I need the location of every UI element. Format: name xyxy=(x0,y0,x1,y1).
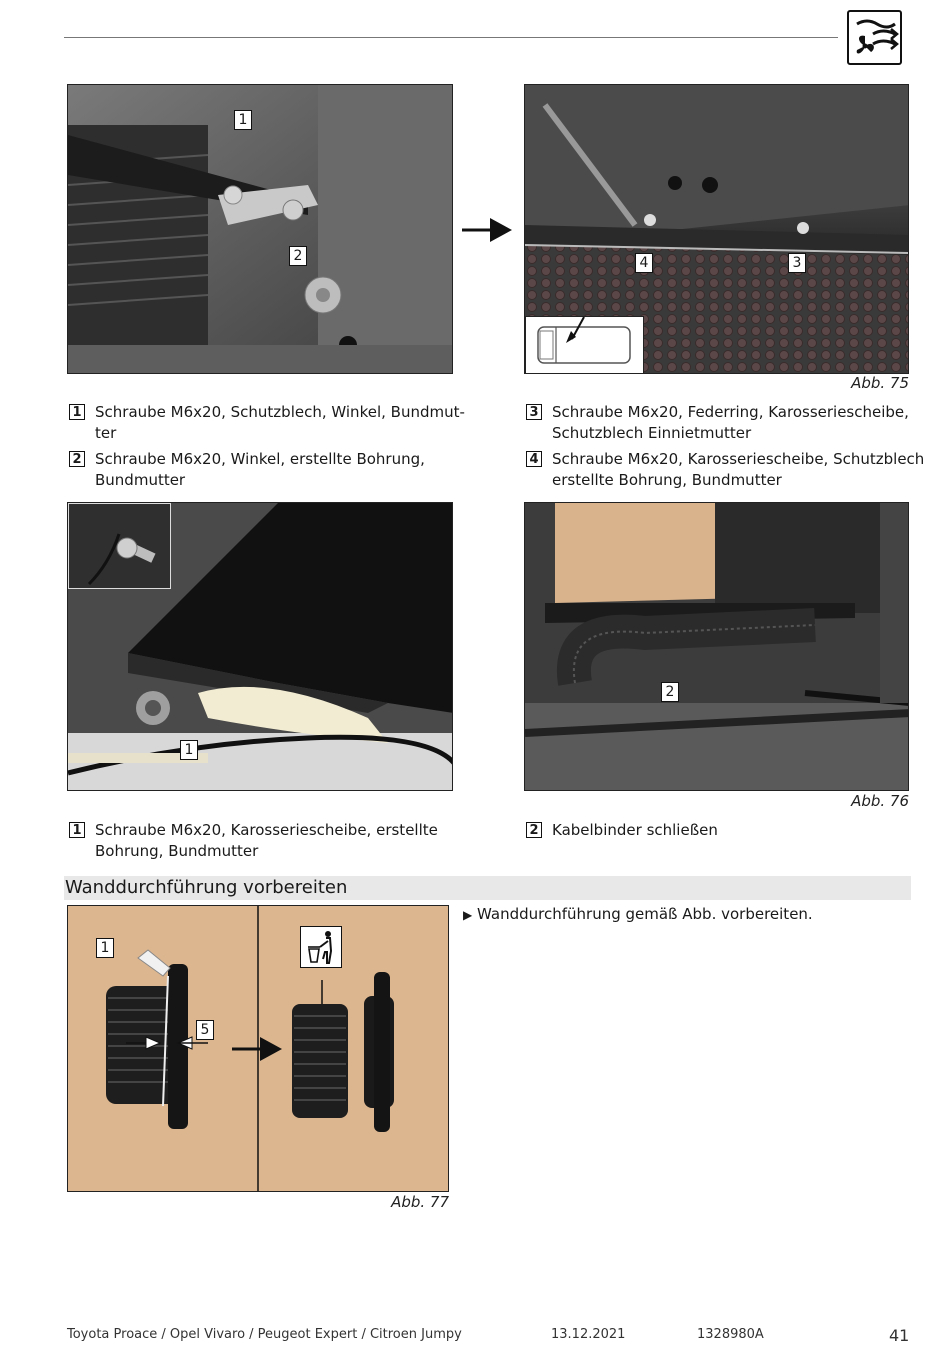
figure77-caption: Abb. 77 xyxy=(391,1193,449,1211)
figure75-photo-left xyxy=(67,84,453,374)
legend-text: Schraube M6x20, Schutzblech, Winkel, Bundmut- xyxy=(95,403,465,421)
legend-number: 3 xyxy=(526,404,542,420)
callout-3: 3 xyxy=(788,253,806,273)
legend-number: 4 xyxy=(526,451,542,467)
figure76-photo-left xyxy=(67,502,453,791)
section-heading-bar xyxy=(64,876,911,900)
trash-bin-icon xyxy=(300,926,342,968)
legend-text-cont: ter xyxy=(95,424,117,442)
arrow-right-icon xyxy=(460,216,514,244)
callout-2: 2 xyxy=(661,682,679,702)
footer-date: 13.12.2021 xyxy=(551,1327,626,1342)
figure76-photo-right xyxy=(524,502,909,791)
footer-vehicles: Toyota Proace / Opel Vivaro / Peugeot Expert / Citroen Jumpy xyxy=(67,1327,462,1342)
legend-text: Schraube M6x20, Federring, Karosseriescheibe, xyxy=(552,403,909,421)
figure75-caption: Abb. 75 xyxy=(851,374,909,392)
legend-text: Schraube M6x20, Karosseriescheibe, Schutzblech xyxy=(552,450,925,468)
header-rule xyxy=(64,37,838,38)
callout-4: 4 xyxy=(635,253,653,273)
instruction-text: Wanddurchführung gemäß Abb. vorbereiten. xyxy=(477,905,813,923)
legend-text-cont: erstellte Bohrung, Bundmutter xyxy=(552,471,782,489)
legend-item-3 xyxy=(526,402,926,446)
figure77-photo xyxy=(67,905,449,1192)
legend-item-1 xyxy=(69,402,489,446)
section-title: Wanddurchführung vorbereiten xyxy=(65,877,348,898)
legend-text: Schraube M6x20, Winkel, erstellte Bohrung, xyxy=(95,450,425,468)
legend-item-4 xyxy=(526,449,926,493)
legend-number: 1 xyxy=(69,404,85,420)
figure75-photo-right xyxy=(524,84,909,374)
callout-1: 1 xyxy=(180,740,198,760)
legend-item-2 xyxy=(526,820,926,844)
figure76-caption: Abb. 76 xyxy=(851,792,909,810)
instruction-step xyxy=(463,904,813,926)
callout-5: 5 xyxy=(196,1020,214,1040)
legend-text: Kabelbinder schließen xyxy=(552,821,718,839)
page-number: 41 xyxy=(889,1326,910,1345)
fan-airflow-icon xyxy=(847,10,902,65)
callout-1: 1 xyxy=(234,110,252,130)
legend-text: Schraube M6x20, Karosseriescheibe, erstellte xyxy=(95,821,438,839)
van-location-inset xyxy=(525,316,644,374)
legend-text-cont: Bundmutter xyxy=(95,471,186,489)
detail-inset xyxy=(68,503,171,589)
legend-number: 2 xyxy=(526,822,542,838)
legend-item-2 xyxy=(69,449,489,493)
legend-text-cont: Schutzblech Einnietmutter xyxy=(552,424,752,442)
callout-2: 2 xyxy=(289,246,307,266)
callout-1: 1 xyxy=(96,938,114,958)
bullet-triangle-icon: ▶ xyxy=(463,908,473,922)
legend-item-1 xyxy=(69,820,489,864)
legend-number: 2 xyxy=(69,451,85,467)
legend-number: 1 xyxy=(69,822,85,838)
legend-text-cont: Bohrung, Bundmutter xyxy=(95,842,259,860)
footer-doc-number: 1328980A xyxy=(697,1327,764,1342)
